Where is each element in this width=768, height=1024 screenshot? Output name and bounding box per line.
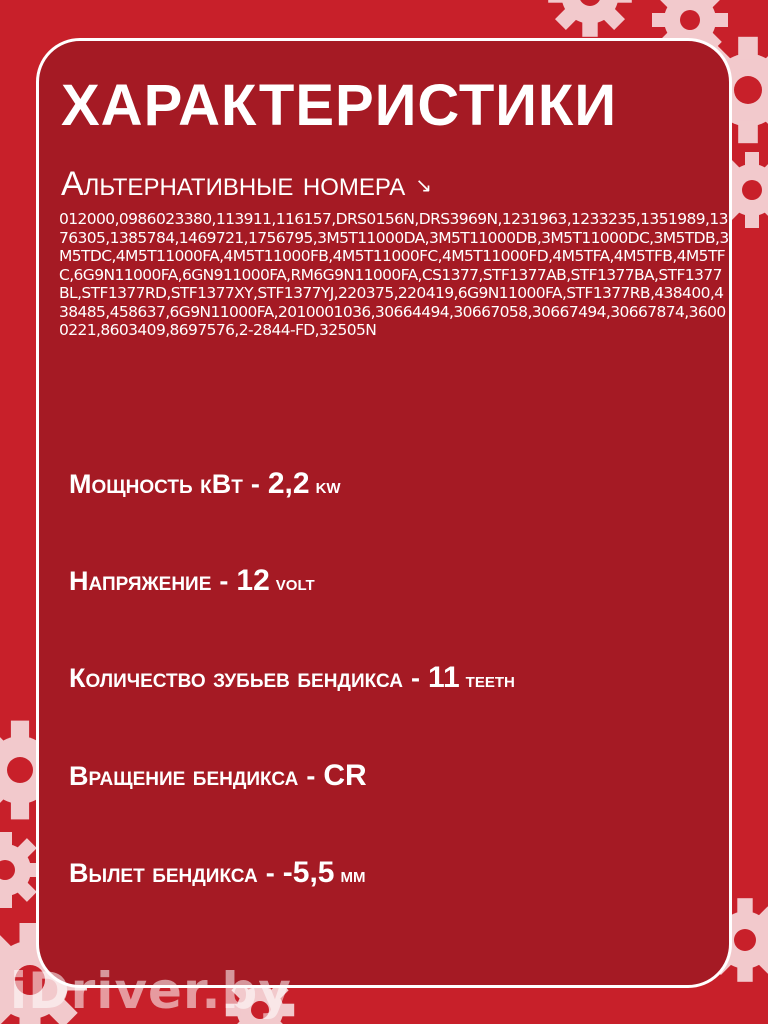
spec-separator: - <box>265 858 275 888</box>
arrow-down-right-icon: ↘ <box>415 175 433 198</box>
alt-numbers-heading <box>61 167 432 201</box>
spec-unit: kw <box>315 473 341 498</box>
spec-label: Вращение бендикса <box>69 761 299 791</box>
spec-separator: - <box>410 663 420 693</box>
spec-separator: - <box>306 761 316 791</box>
spec-unit: teeth <box>465 667 515 692</box>
specs-card <box>36 38 732 988</box>
spec-label: Мощность кВт <box>69 469 243 499</box>
spec-rotation <box>69 761 373 791</box>
spec-unit: volt <box>275 570 315 595</box>
spec-label: Количество зубьев бендикса <box>69 663 403 693</box>
spec-teeth <box>69 663 515 693</box>
alt-numbers-list: 012000,0986023380,113911,116157,DRS0156N,DRS3969N,1231963,1233235,1351989,1376305,1385784,1469721,1756795,3M5T11000DA,3M5T11000DB,3M5T11000DC,3M5TDB,3M5TDC,4M5T11000FA,4M5T11000FB,4M5T11000FC,4M5T11000FD,4M5TFA,4M5TFB,4M5TFC,6G9N11000FA,6GN911000FA,RM6G9N11000FA,CS1377,STF1377AB,STF1377BA,STF1377BL,STF1377RD,STF1377XY,STF1377YJ,220375,220419,6G9N11000FA,STF1377RB,438400,438485,458637,6G9N11000FA,2010001036,30664494,30667058,30667494,30667874,36000221,8603409,8697576,2-2844-FD,32505N <box>59 210 729 339</box>
spec-label: Напряжение <box>69 566 212 596</box>
spec-value: CR <box>323 759 367 792</box>
page-title: ХАРАКТЕРИСТИКИ <box>61 73 618 138</box>
spec-offset <box>69 858 365 888</box>
spec-value: -5,5 <box>282 856 335 889</box>
spec-separator: - <box>250 469 260 499</box>
spec-label: Вылет бендикса <box>69 858 258 888</box>
spec-value: 11 <box>427 661 460 694</box>
spec-voltage <box>69 566 315 596</box>
alt-numbers-heading-label: Альтернативные номера <box>61 165 406 203</box>
spec-separator: - <box>219 566 229 596</box>
spec-unit: мм <box>340 862 366 887</box>
spec-power <box>69 469 341 499</box>
spec-value: 2,2 <box>267 467 310 500</box>
watermark: iDriver.by <box>10 962 292 1020</box>
spec-value: 12 <box>236 564 270 597</box>
